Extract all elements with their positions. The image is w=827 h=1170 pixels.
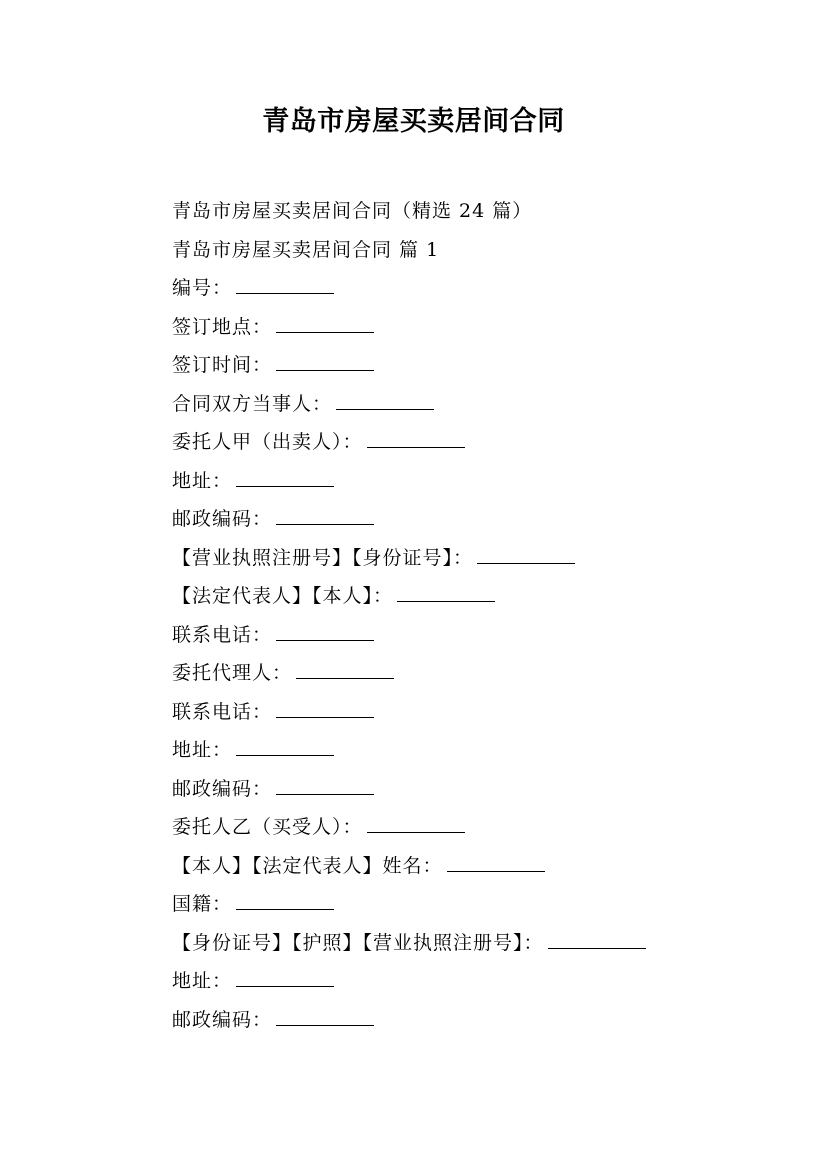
line-text: 邮政编码：	[172, 777, 273, 800]
contract-line	[172, 504, 772, 543]
fill-in-blank	[236, 889, 334, 910]
fill-in-blank	[477, 543, 575, 564]
line-text: 委托人乙（买受人）：	[172, 816, 363, 838]
contract-line	[172, 735, 772, 774]
line-text: 签订时间：	[172, 354, 273, 376]
fill-in-blank	[447, 851, 545, 872]
contract-line	[172, 812, 772, 851]
line-text: 联系电话：	[172, 623, 273, 646]
fill-in-blank	[276, 312, 374, 333]
fill-in-blank	[276, 697, 374, 718]
line-text: 签订地点：	[172, 315, 273, 338]
line-text: 青岛市房屋买卖居间合同（精选 24 篇）	[172, 200, 533, 222]
fill-in-blank	[367, 812, 465, 833]
line-text: 邮政编码：	[172, 1008, 273, 1031]
contract-line	[172, 581, 772, 620]
fill-in-blank	[336, 389, 434, 410]
contract-line	[172, 273, 772, 312]
line-text: 【法定代表人】【本人】：	[172, 585, 394, 607]
contract-line	[172, 966, 772, 1005]
contract-line	[172, 889, 772, 928]
line-text: 地址：	[172, 970, 233, 992]
contract-line	[172, 928, 772, 967]
contract-line	[172, 196, 772, 235]
contract-line	[172, 350, 772, 389]
contract-line	[172, 543, 772, 582]
line-text: 合同双方当事人：	[172, 392, 333, 415]
contract-line	[172, 697, 772, 736]
fill-in-blank	[397, 581, 495, 602]
line-text: 委托人甲（出卖人）：	[172, 431, 363, 453]
contract-line	[172, 235, 772, 274]
line-text: 【身份证号】【护照】【营业执照注册号】：	[172, 931, 544, 954]
line-text: 地址：	[172, 469, 233, 492]
line-text: 邮政编码：	[172, 508, 273, 530]
document-title: 青岛市房屋买卖居间合同	[262, 106, 565, 137]
fill-in-blank	[236, 273, 334, 294]
fill-in-blank	[367, 427, 465, 448]
line-text: 【本人】【法定代表人】姓名：	[172, 854, 443, 877]
fill-in-blank	[236, 466, 334, 487]
contract-line	[172, 620, 772, 659]
fill-in-blank	[236, 966, 334, 987]
contract-line	[172, 389, 772, 428]
line-text: 国籍：	[172, 893, 233, 915]
fill-in-blank	[276, 504, 374, 525]
line-text: 青岛市房屋买卖居间合同 篇 1	[172, 238, 440, 261]
contract-line	[172, 774, 772, 813]
fill-in-blank	[276, 620, 374, 641]
fill-in-blank	[236, 735, 334, 756]
line-text: 编号：	[172, 277, 233, 299]
contract-lines	[172, 196, 772, 1043]
contract-line	[172, 427, 772, 466]
fill-in-blank	[276, 1005, 374, 1026]
contract-line	[172, 312, 772, 351]
line-text: 地址：	[172, 739, 233, 761]
line-text: 联系电话：	[172, 700, 273, 723]
fill-in-blank	[296, 658, 394, 679]
contract-line	[172, 466, 772, 505]
line-text: 【营业执照注册号】【身份证号】：	[172, 546, 474, 569]
fill-in-blank	[276, 774, 374, 795]
contract-line	[172, 658, 772, 697]
fill-in-blank	[276, 350, 374, 371]
contract-line	[172, 851, 772, 890]
line-text: 委托代理人：	[172, 662, 293, 684]
contract-line	[172, 1005, 772, 1044]
fill-in-blank	[548, 928, 646, 949]
